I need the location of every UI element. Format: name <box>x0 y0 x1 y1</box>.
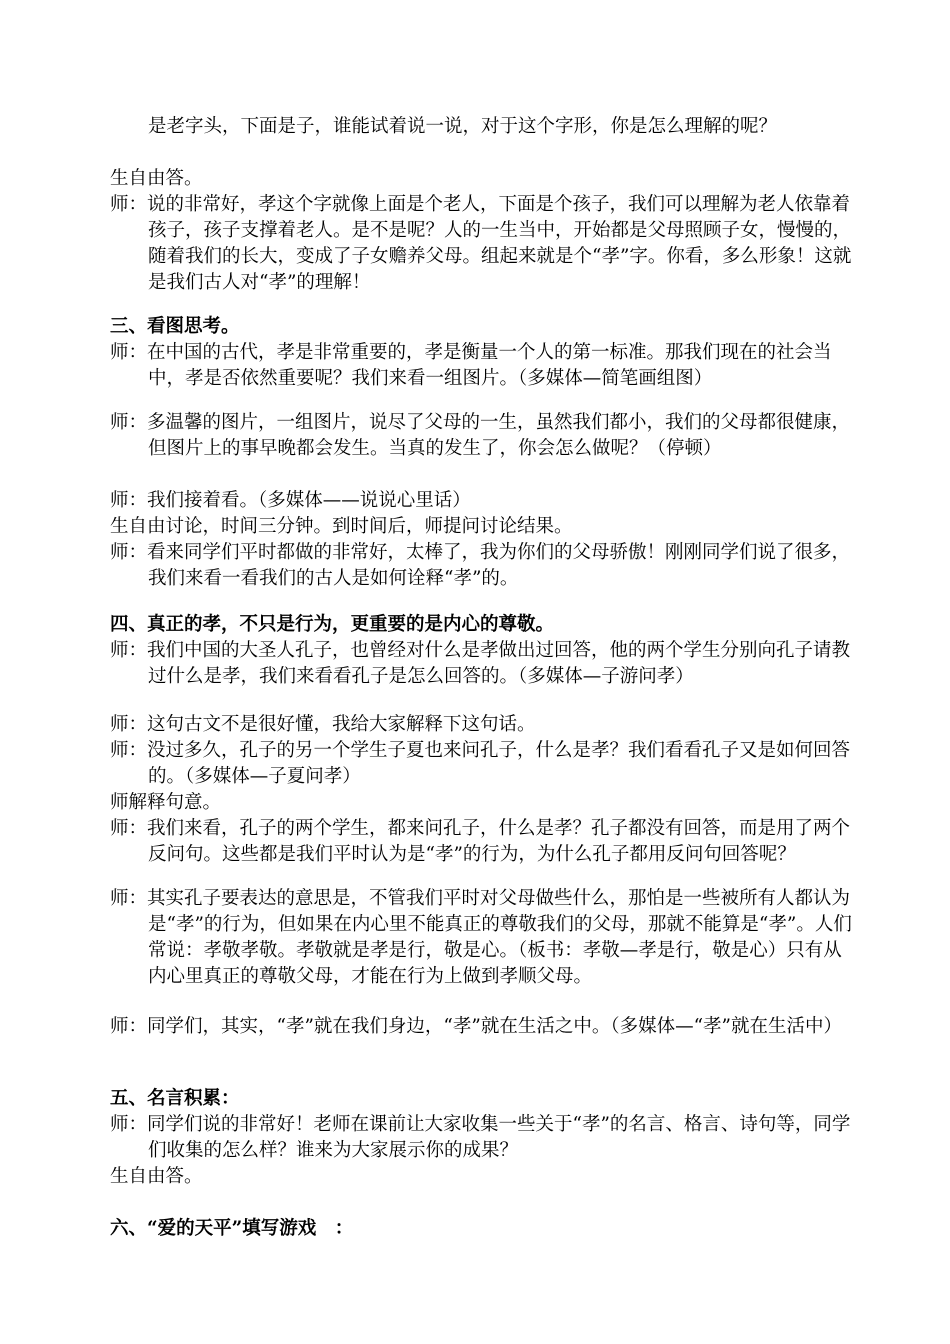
teacher-explains: 师解释句意。 <box>110 792 222 813</box>
teacher-paragraph: 师：看来同学们平时都做的非常好，太棒了，我为你们的父母骄傲！刚刚同学们说了很多，我们来看一看我们的古人是如何诠释“孝”的。 <box>110 542 851 589</box>
student-answer: 生自由答。 <box>110 168 203 189</box>
teacher-paragraph: 师：我们来看，孔子的两个学生，都来问孔子，什么是孝？孔子都没有回答，而是用了两个反问句。这些都是我们平时认为是“孝”的行为，为什么孔子都用反问句回答呢？ <box>110 818 851 865</box>
teacher-paragraph: 师：说的非常好，孝这个字就像上面是个老人，下面是个孩子，我们可以理解为老人依靠着孩子，孩子支撑着老人。是不是呢？人的一生当中，开始都是父母照顾子女，慢慢的，随着我们的长大，变成了子女赡养父母。组起来就是个“孝”字。你看，多么形象！这就是我们古人对“孝”的理解！ <box>110 194 852 293</box>
section-heading-3: 三、看图思考。 <box>110 316 240 337</box>
student-answer: 生自由答。 <box>110 1166 203 1187</box>
teacher-paragraph: 师：其实孔子要表达的意思是，不管我们平时对父母做些什么，那怕是一些被所有人都认为是“孝”的行为，但如果在内心里不能真正的尊敬我们的父母，那就不能算是“孝”。人们常说：孝敬孝敬。孝敬就是孝是行，敬是心。（板书：孝敬—孝是行，敬是心）只有从内心里真正的尊敬父母，才能在行为上做到孝顺父母。 <box>110 888 852 987</box>
paragraph-continuation: 是老字头，下面是子，谁能试着说一说，对于这个字形，你是怎么理解的呢？ <box>148 116 778 137</box>
teacher-paragraph: 师：同学们说的非常好！老师在课前让大家收集一些关于“孝”的名言、格言、诗句等，同学们收集的怎么样？谁来为大家展示你的成果？ <box>110 1114 851 1161</box>
teacher-paragraph: 师：多温馨的图片，一组图片，说尽了父母的一生，虽然我们都小，我们的父母都很健康，但图片上的事早晚都会发生。当真的发生了，你会怎么做呢？（停顿） <box>110 412 851 459</box>
teacher-paragraph: 师：在中国的古代，孝是非常重要的，孝是衡量一个人的第一标准。那我们现在的社会当中，孝是否依然重要呢？我们来看一组图片。（多媒体—简笔画组图） <box>110 342 832 389</box>
teacher-paragraph: 师：我们中国的大圣人孔子，也曾经对什么是孝做出过回答，他的两个学生分别向孔子请教过什么是孝，我们来看看孔子是怎么回答的。（多媒体—子游问孝） <box>110 640 851 687</box>
student-discussion: 生自由讨论，时间三分钟。到时间后，师提问讨论结果。 <box>110 516 573 537</box>
teacher-paragraph: 师：同学们，其实，“孝”就在我们身边，“孝”就在生活之中。（多媒体—“孝”就在生活中） <box>110 1016 842 1037</box>
teacher-paragraph: 师：这句古文不是很好懂，我给大家解释下这句话。 <box>110 714 536 735</box>
teacher-paragraph: 师：没过多久，孔子的另一个学生子夏也来问孔子，什么是孝？我们看看孔子又是如何回答的。（多媒体—子夏问孝） <box>110 740 851 787</box>
section-heading-6: 六、“爱的天平”填写游戏 ： <box>110 1218 354 1239</box>
teacher-paragraph: 师：我们接着看。（多媒体——说说心里话） <box>110 490 471 511</box>
section-heading-4: 四、真正的孝，不只是行为，更重要的是内心的尊敬。 <box>110 614 555 635</box>
section-heading-5: 五、名言积累： <box>110 1088 240 1109</box>
